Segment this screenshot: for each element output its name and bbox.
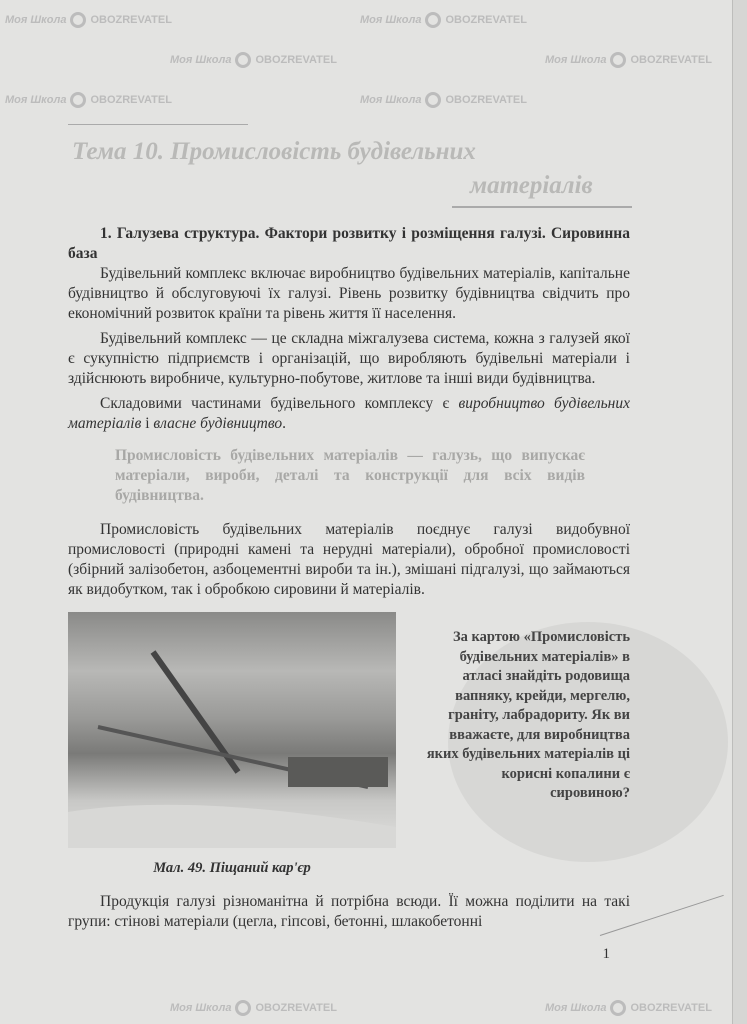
divider: [68, 124, 248, 125]
paragraph: Промисловість будівельних матеріалів поєднує галузі видобувної промисловості (природні камені та нерудні матеріали), обробної промисловості (збірний залізобетон, азбоцементні вироби та ін.), змішані підгалузі, що займаються як видобутком, так і обробкою сировини й матеріалів.: [68, 521, 630, 598]
paragraph: Будівельний комплекс — це складна міжгалузева система, кожна з галузей якої є сукупністю підприємств і організацій, що виробляють будівельні матеріали і здійснюють виробниче, культурно-побутове, житлове та інші види будівництва.: [68, 330, 630, 387]
watermark-school: Моя Школа: [545, 54, 607, 66]
watermark-school: Моя Школа: [360, 94, 422, 106]
sand-quarry-photo: [68, 612, 396, 848]
text: Складовими частинами будівельного комплексу є: [100, 395, 459, 412]
watermark: [545, 1000, 712, 1016]
watermark-school: Моя Школа: [360, 14, 422, 26]
watermark-school: Моя Школа: [545, 1002, 607, 1014]
watermark-logo-icon: [610, 52, 626, 68]
side-question: За картою «Промисловість будівельних матеріалів» в атласі знайдіть родовища вапняку, крейди, мергелю, граніту, лабрадориту. Як ви вважаєте, для виробництва яких будівельних матеріалів ці корисні копалини є сировиною?: [426, 629, 630, 801]
text: .: [282, 415, 286, 432]
watermark: [360, 92, 527, 108]
watermark-brand: OBOZREVATEL: [630, 1002, 712, 1014]
page-edge: [732, 0, 747, 1024]
watermark: [5, 12, 172, 28]
watermark-school: Моя Школа: [5, 94, 67, 106]
section-heading: 1. Галузева структура. Фактори розвитку і розміщення галузі. Сировинна база: [68, 225, 630, 262]
page-title: Тема 10. Промисловість будівельних: [72, 138, 476, 165]
watermark: [170, 1000, 337, 1016]
emphasis: виробництво будівельних матеріалів: [68, 395, 630, 432]
quarry-illustration: [68, 612, 396, 848]
watermark-brand: OBOZREVATEL: [445, 14, 527, 26]
watermark-school: Моя Школа: [170, 54, 232, 66]
watermark-brand: OBOZREVATEL: [445, 94, 527, 106]
figure-row: [68, 612, 630, 848]
watermark-brand: OBOZREVATEL: [90, 94, 172, 106]
text: і: [141, 415, 154, 432]
definition-box: Промисловість будівельних матеріалів — галузь, що випускає матеріали, вироби, деталі та конструкції для всіх видів будівництва.: [115, 447, 585, 504]
title-underline: [452, 206, 632, 208]
watermark: [360, 12, 527, 28]
emphasis: власне будівництво: [153, 415, 283, 432]
watermark-brand: OBOZREVATEL: [255, 1002, 337, 1014]
watermark-brand: OBOZREVATEL: [90, 14, 172, 26]
watermark-logo-icon: [425, 92, 441, 108]
watermark-logo-icon: [235, 52, 251, 68]
watermark: [170, 52, 337, 68]
paragraph: [68, 394, 630, 434]
page-title-continued: матеріалів: [470, 172, 593, 199]
watermark-brand: OBOZREVATEL: [255, 54, 337, 66]
watermark: [545, 52, 712, 68]
figure-caption: Мал. 49. Піщаний кар'єр: [153, 860, 311, 876]
watermark-brand: OBOZREVATEL: [630, 54, 712, 66]
watermark-logo-icon: [610, 1000, 626, 1016]
watermark: [5, 92, 172, 108]
watermark-logo-icon: [70, 12, 86, 28]
watermark-logo-icon: [425, 12, 441, 28]
paragraph: Продукція галузі різноманітна й потрібна всюди. Її можна поділити на такі групи: стінові матеріали (цегла, гіпсові, бетонні, шлакобетонні: [68, 893, 630, 930]
page-number: 1: [602, 946, 610, 962]
watermark-school: Моя Школа: [170, 1002, 232, 1014]
watermark-logo-icon: [70, 92, 86, 108]
paragraph: Будівельний комплекс включає виробництво будівельних матеріалів, капітальне будівництво й обслуговуючі їх галузі. Рівень розвитку будівництва свідчить про економічний розвиток країни та рівень життя її населення.: [68, 265, 630, 322]
main-text: [68, 224, 630, 964]
watermark-logo-icon: [235, 1000, 251, 1016]
watermark-school: Моя Школа: [5, 14, 67, 26]
